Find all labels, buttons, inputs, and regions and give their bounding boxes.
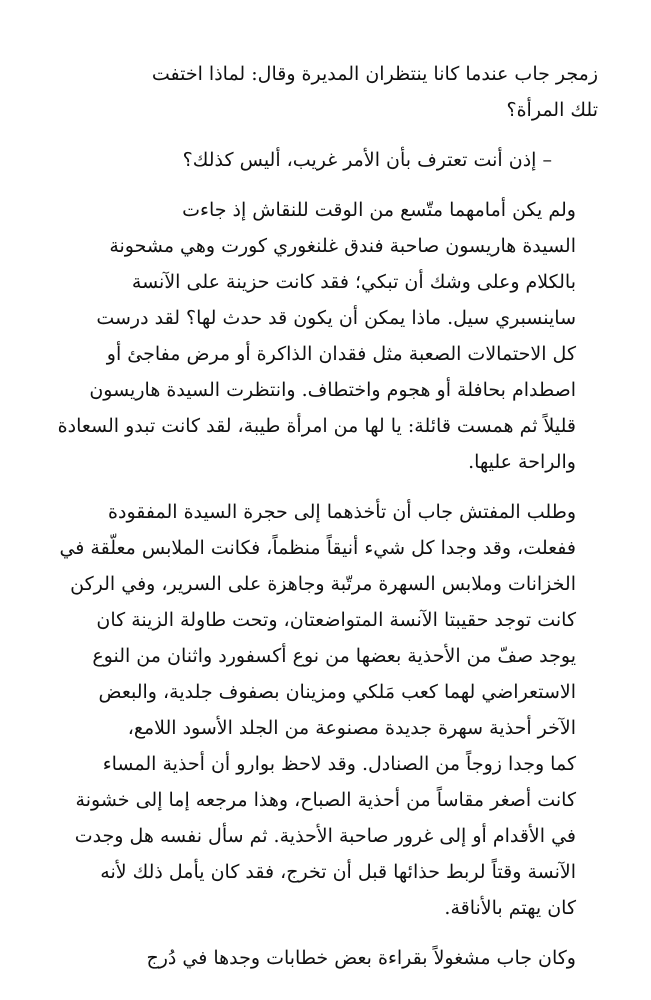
- text-line: وكان جاب مشغولاً بقراءة بعض خطابات وجدها في دُرج: [146, 947, 576, 969]
- text-line: تلك المرأة؟: [506, 99, 598, 121]
- text-line: الخزانات وملابس السهرة مرتّبة وجاهزة على السرير، وفي الركن: [70, 573, 576, 595]
- paragraph: [48, 192, 610, 480]
- text-line: يوجد صفّ من الأحذية بعضها من نوع أكسفورد واثنان من النوع: [92, 645, 576, 667]
- text-line: ولم يكن أمامهما متّسع من الوقت للنقاش إذ جاءت: [182, 199, 576, 221]
- text-line: في الأقدام أو إلى غرور صاحبة الأحذية. ثم سأل نفسه هل وجدت: [74, 825, 576, 847]
- paragraph: [48, 494, 610, 926]
- text-line: – إذن أنت تعترف بأن الأمر غريب، أليس كذلك؟: [182, 149, 552, 171]
- book-page: [48, 56, 610, 990]
- text-line: والراحة عليها.: [468, 451, 576, 473]
- text-line: كان يهتم بالأناقة.: [444, 897, 576, 919]
- text-line: كل الاحتمالات الصعبة مثل فقدان الذاكرة أو مرض مفاجئ أو: [106, 343, 576, 365]
- paragraph: [48, 142, 610, 178]
- paragraph: [48, 940, 610, 976]
- text-line: بالكلام وعلى وشك أن تبكي؛ فقد كانت حزينة على الآنسة: [131, 271, 576, 293]
- text-line: السيدة هاريسون صاحبة فندق غلنغوري كورت وهي مشحونة: [109, 235, 576, 257]
- text-line: كانت توجد حقيبتا الآنسة المتواضعتان، وتحت طاولة الزينة كان: [96, 609, 576, 631]
- text-line: وطلب المفتش جاب أن تأخذهما إلى حجرة السيدة المفقودة: [108, 501, 576, 523]
- text-line: زمجر جاب عندما كانا ينتظران المديرة وقال: لماذا اختفت: [151, 63, 598, 85]
- paragraph: [48, 56, 610, 128]
- text-line: كما وجدا زوجاً من الصنادل. وقد لاحظ بوارو أن أحذية المساء: [102, 753, 576, 775]
- text-line: الاستعراضي لهما كعب مَلكي ومزينان بصفوف جلدية، والبعض: [98, 681, 576, 703]
- text-line: قليلاً ثم همست قائلة: يا لها من امرأة طيبة، لقد كانت تبدو السعادة: [57, 415, 576, 437]
- text-line: اصطدام بحافلة أو هجوم واختطاف. وانتظرت السيدة هاريسون: [89, 379, 576, 401]
- text-line: ساينسبري سيل. ماذا يمكن أن يكون قد حدث لها؟ لقد درست: [96, 307, 576, 329]
- text-line: الآخر أحذية سهرة جديدة مصنوعة من الجلد الأسود اللامع،: [127, 717, 576, 739]
- text-line: كانت أصغر مقاساً من أحذية الصباح، وهذا مرجعه إما إلى خشونة: [75, 789, 576, 811]
- text-line: الآنسة وقتاً لربط حذائها قبل أن تخرج، فقد كان يأمل ذلك لأنه: [100, 861, 576, 883]
- text-line: ففعلت، وقد وجدا كل شيء أنيقاً منظماً، فكانت الملابس معلّقة في: [59, 537, 576, 559]
